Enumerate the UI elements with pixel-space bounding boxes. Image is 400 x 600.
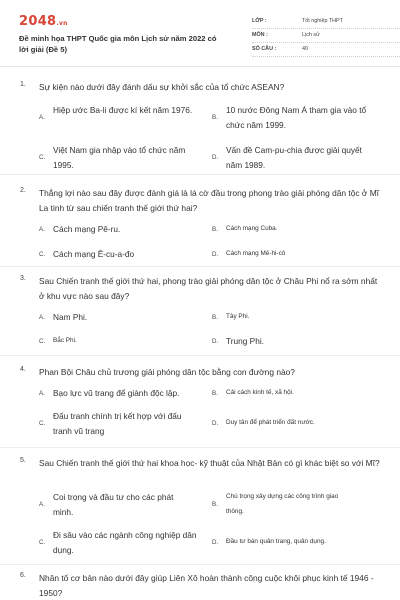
question-number: 2. (20, 187, 26, 194)
option-letter: C. (39, 420, 46, 427)
option-letter: C. (39, 154, 46, 161)
option-letter: D. (212, 539, 219, 546)
question-text: Phan Bội Châu chủ trương giải phóng dân tộc bằng con đường nào? (39, 367, 295, 377)
option-letter: D. (212, 420, 219, 427)
option-letter: B. (212, 226, 218, 233)
meta-value: 40 (302, 46, 308, 52)
question-text: Sau Chiến tranh thế giới thứ hai, phong trào giải phóng dân tộc ở Châu Phi nổ ra sớm nhất ở khu vực nào sau đây? (39, 276, 378, 301)
option-text: Chú trọng xây dựng các công trình giao thông. (226, 493, 339, 515)
option-text: Cách mạng Mê-hi-cô (226, 250, 286, 257)
document-header (19, 14, 381, 60)
option-text: Bạo lực vũ trang để giành độc lập. (53, 388, 180, 398)
document-title: Đề minh họa THPT Quốc gia môn Lịch sử năm 2022 có lời giải (Đề 5) (19, 34, 217, 54)
option-text: Cách mạng Ê-cu-a-đo (53, 249, 135, 259)
question-number: 5. (20, 457, 26, 464)
option-text: Cách mạng Cuba. (226, 225, 278, 232)
question-text: Sau Chiến tranh thế giới thứ hai khoa học- kỹ thuật của Nhật Bản có gì khác biệt so với Mĩ? (39, 458, 380, 468)
site-logo[interactable] (19, 14, 68, 29)
question-number: 1. (20, 81, 26, 88)
option-text: Tây Phi. (226, 313, 250, 320)
header-divider (0, 66, 400, 67)
question-number: 4. (20, 366, 26, 373)
meta-label: SỐ CÂU : (252, 46, 277, 52)
meta-label: LỚP : (252, 18, 267, 24)
option-text: Trung Phi. (226, 336, 264, 346)
question-divider (0, 564, 400, 565)
meta-row-subject (252, 29, 400, 43)
question-divider (0, 174, 400, 175)
question-divider (0, 266, 400, 267)
option-text: Bắc Phi. (53, 337, 77, 344)
option-letter: C. (39, 251, 46, 258)
question-text: Nhân tố cơ bản nào dưới đây giúp Liên Xô hoàn thành công cuộc khôi phục kinh tế 1946 - 1950? (39, 573, 374, 598)
option-letter: D. (212, 338, 219, 345)
question-divider (0, 355, 400, 356)
option-letter: B. (212, 314, 218, 321)
option-text: Vấn đề Cam-pu-chia được giải quyết năm 1989. (226, 145, 362, 170)
meta-value: Tốt nghiệp THPT (302, 18, 343, 24)
option-letter: C. (39, 338, 46, 345)
option-text: 10 nước Đông Nam Á tham gia vào tổ chức năm 1999. (226, 105, 367, 130)
logo-suffix: .vn (56, 20, 68, 27)
option-letter: A. (39, 390, 45, 397)
option-text: Đầu tư bán quân trang, quân dụng. (226, 538, 326, 545)
meta-label: MÔN : (252, 32, 268, 38)
option-letter: A. (39, 226, 45, 233)
meta-row-question-count (252, 43, 400, 57)
meta-row-class (252, 15, 400, 29)
option-letter: D. (212, 251, 219, 258)
option-text: Cách mạng Pê-ru. (53, 224, 121, 234)
question-text: Sự kiện nào dưới đây đánh dấu sự khởi sắc của tổ chức ASEAN? (39, 82, 285, 92)
option-text: Đi sâu vào các ngành công nghiệp dân dụng. (53, 530, 197, 555)
option-letter: C. (39, 539, 46, 546)
option-text: Hiệp ước Ba-li được kí kết năm 1976. (53, 105, 193, 115)
option-text: Nam Phi. (53, 312, 88, 322)
option-text: Việt Nam gia nhập vào tổ chức năm 1995. (53, 145, 186, 170)
option-text: Coi trọng và đầu tư cho các phát minh. (53, 492, 174, 517)
question-number: 6. (20, 572, 26, 579)
option-letter: A. (39, 114, 45, 121)
option-letter: D. (212, 154, 219, 161)
document-meta (252, 15, 400, 57)
option-text: Cải cách kinh tế, xã hội. (226, 389, 294, 396)
option-letter: B. (212, 114, 218, 121)
option-letter: A. (39, 314, 45, 321)
option-text: Duy tân để phát triển đất nước. (226, 419, 315, 426)
question-number: 3. (20, 275, 26, 282)
question-text: Thắng lợi nào sau đây được đánh giá là lá cờ đầu trong phong trào giải phóng dân tộc ở Mĩ La tinh từ sau chiến tranh thế giới thứ hai? (39, 188, 379, 213)
option-letter: A. (39, 501, 45, 508)
meta-value: Lịch sử (302, 32, 320, 38)
option-text: Đấu tranh chính trị kết hợp với đấu tranh vũ trang (53, 411, 182, 436)
question-divider (0, 447, 400, 448)
option-letter: B. (212, 501, 218, 508)
option-letter: B. (212, 390, 218, 397)
logo-main: 2048 (19, 14, 57, 29)
